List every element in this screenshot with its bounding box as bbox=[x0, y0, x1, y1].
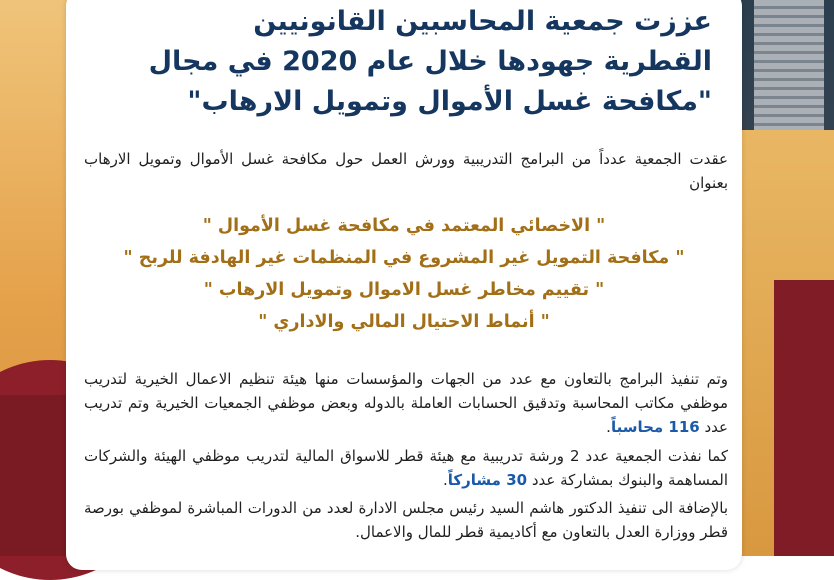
title-line-3: "مكافحة غسل الأموال وتمويل الارهاب" bbox=[187, 86, 712, 117]
programs-end: . bbox=[606, 418, 611, 436]
coin-stack-image bbox=[754, 0, 824, 130]
workshops-end: . bbox=[443, 471, 448, 489]
topic-item: " مكافحة التمويل غير المشروع في المنظمات غير الهادفة للربح " bbox=[123, 248, 685, 268]
article bbox=[66, 0, 742, 556]
programs-text: وتم تنفيذ البرامج بالتعاون مع عدد من الجهات والمؤسسات منها هيئة تنظيم الاعمال الخيرية لتدريب موظفي مكاتب المحاسبة وتدقيق الحسابات العاملة بالدوله وبعض موظفي الجمعيات الخيرية وتم تدريب عدد bbox=[84, 370, 728, 436]
article-title bbox=[102, 2, 712, 122]
topic-item: " الاخصائي المعتمد في مكافحة غسل الأموال " bbox=[202, 216, 606, 236]
programs-paragraph bbox=[84, 367, 728, 439]
intro-paragraph: عقدت الجمعية عدداً من البرامج التدريبية وورش العمل حول مكافحة غسل الأموال وتمويل الارهاب بعنوان bbox=[84, 150, 728, 192]
title-line-2: القطرية جهودها خلال عام 2020 في مجال bbox=[148, 46, 712, 77]
title-line-1: عززت جمعية المحاسبين القانونيين bbox=[253, 6, 712, 37]
workshops-paragraph bbox=[84, 444, 728, 492]
right-maroon-panel bbox=[774, 280, 834, 556]
topic-item: " أنماط الاحتيال المالي والاداري " bbox=[258, 312, 550, 332]
courses-paragraph: بالإضافة الى تنفيذ الدكتور هاشم السيد رئيس مجلس الادارة لعدد من الدورات المباشرة لموظفي بورصة قطر ووزارة العدل بالتعاون مع أكاديمية قطر للمال والاعمال. bbox=[84, 499, 728, 541]
topic-item: " تقييم مخاطر غسل الاموال وتمويل الارهاب " bbox=[203, 280, 605, 300]
accountants-count: 116 محاسباً bbox=[610, 418, 700, 436]
topics-list bbox=[66, 210, 742, 338]
workshops-text: كما نفذت الجمعية عدد 2 ورشة تدريبية مع هيئة قطر للاسواق المالية لتدريب موظفي الهيئة والشركات المساهمة والبنوك بمشاركة عدد bbox=[84, 447, 728, 489]
participants-count: 30 مشاركاً bbox=[447, 471, 528, 489]
